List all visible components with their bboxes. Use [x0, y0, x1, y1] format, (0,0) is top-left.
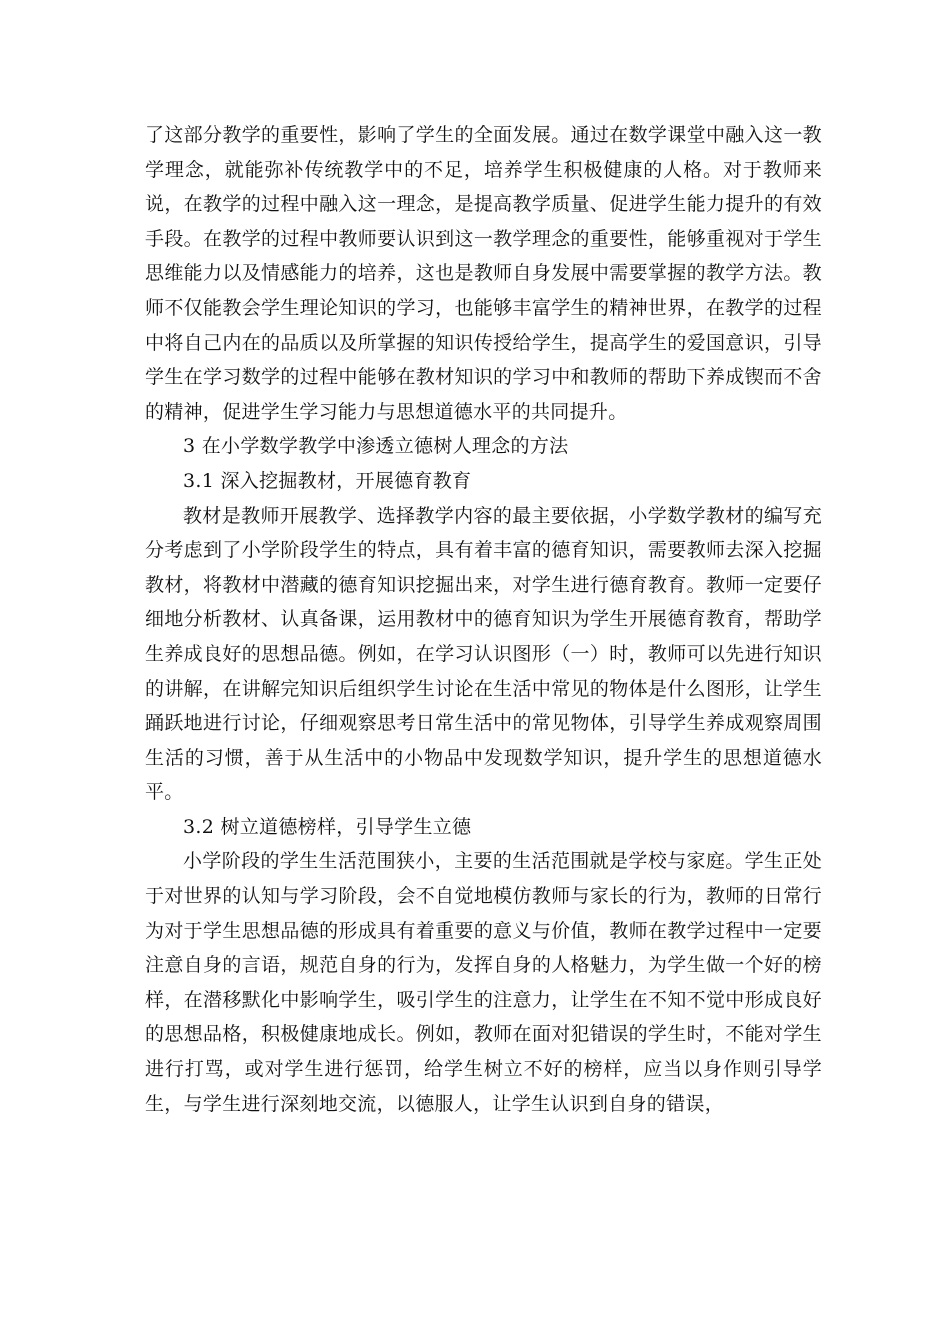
subsection-heading-3-1: 3.1 深入挖掘教材，开展德育教育 [183, 469, 472, 492]
subsection-heading-3-2: 3.2 树立道德榜样，引导学生立德 [183, 815, 472, 838]
section-heading-3: 3 在小学数学教学中渗透立德树人理念的方法 [183, 435, 569, 458]
body-paragraph-role-model: 小学阶段的学生生活范围狭小，主要的生活范围就是学校与家庭。学生正处于对世界的认知与学习阶段，会不自觉地模仿教师与家长的行为，教师的日常行为对于学生思想品德的形成具有着重要的意义与价值，教师在教学过程中一定要注意自身的言语，规范自身的行为，发挥自身的人格魅力，为学生做一个好的榜样，在潜移默化中影响学生，吸引学生的注意力，让学生在不知不觉中形成良好的思想品格，积极健康地成长。例如，教师在面对犯错误的学生时，不能对学生进行打骂，或对学生进行惩罚，给学生树立不好的榜样，应当以身作则引导学生，与学生进行深刻地交流，以德服人，让学生认识到自身的错误， [145, 850, 822, 1115]
body-paragraph-textbook: 教材是教师开展教学、选择教学内容的最主要依据，小学数学教材的编写充分考虑到了小学阶段学生的特点，具有着丰富的德育知识，需要教师去深入挖掘教材，将教材中潜藏的德育知识挖掘出来，对学生进行德育教育。教师一定要仔细地分析教材、认真备课，运用教材中的德育知识为学生开展德育教育，帮助学生养成良好的思想品德。例如，在学习认识图形（一）时，教师可以先进行知识的讲解，在讲解完知识后组织学生讨论在生活中常见的物体是什么图形，让学生踊跃地进行讨论，仔细观察思考日常生活中的常见物体，引导学生养成观察周围生活的习惯，善于从生活中的小物品中发现数学知识，提升学生的思想道德水平。 [145, 504, 822, 804]
body-paragraph-continued: 了这部分教学的重要性，影响了学生的全面发展。通过在数学课堂中融入这一教学理念，就能弥补传统教学中的不足，培养学生积极健康的人格。对于教师来说，在教学的过程中融入这一理念，是提高教学质量、促进学生能力提升的有效手段。在教学的过程中教师要认识到这一教学理念的重要性，能够重视对于学生思维能力以及情感能力的培养，这也是教师自身发展中需要掌握的教学方法。教师不仅能教会学生理论知识的学习，也能够丰富学生的精神世界，在教学的过程中将自己内在的品质以及所掌握的知识传授给学生，提高学生的爱国意识，引导学生在学习数学的过程中能够在教材知识的学习中和教师的帮助下养成锲而不舍的精神，促进学生学习能力与思想道德水平的共同提升。 [145, 124, 822, 423]
